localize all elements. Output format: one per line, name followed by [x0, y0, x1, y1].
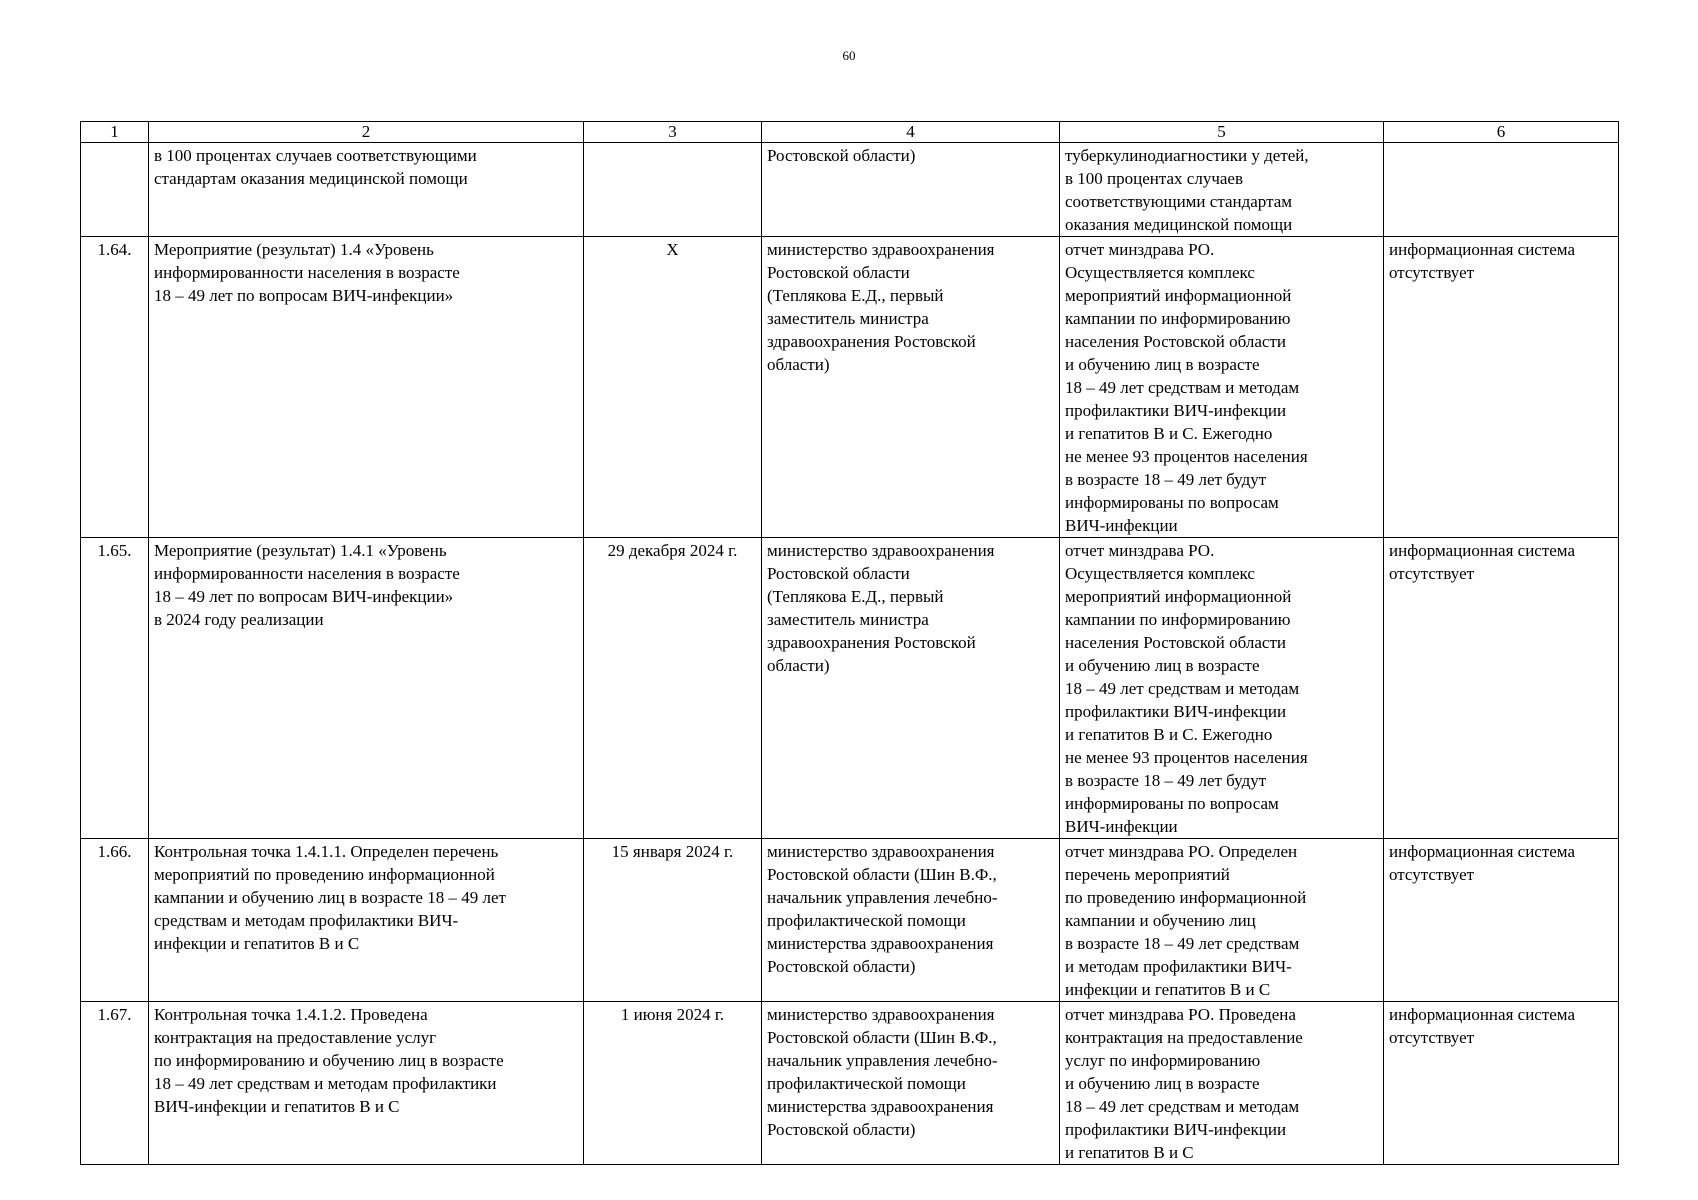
information-system: информационная система отсутствует	[1384, 1002, 1619, 1165]
deadline: 1 июня 2024 г.	[584, 1002, 762, 1165]
activity-name: в 100 процентах случаев соответствующими стандартам оказания медицинской помощи	[149, 143, 584, 237]
information-system: информационная система отсутствует	[1384, 237, 1619, 538]
header-cell-4: 4	[762, 122, 1060, 143]
row-number: 1.66.	[81, 839, 149, 1002]
responsible: министерство здравоохранения Ростовской области (Теплякова Е.Д., первый заместитель министра здравоохранения Ростовской области)	[762, 237, 1060, 538]
header-cell-3: 3	[584, 122, 762, 143]
result-description: отчет минздрава РО. Проведена контрактация на предоставление услуг по информированию и обучению лиц в возрасте 18 – 49 лет средствам и методам профилактики ВИЧ-инфекции и гепатитов В и С	[1060, 1002, 1384, 1165]
activity-name: Мероприятие (результат) 1.4.1 «Уровень информированности населения в возрасте 18 – 49 лет по вопросам ВИЧ-инфекции» в 2024 году реализации	[149, 538, 584, 839]
table-row	[81, 1002, 1619, 1165]
row-number: 1.64.	[81, 237, 149, 538]
deadline: 29 декабря 2024 г.	[584, 538, 762, 839]
activity-name: Контрольная точка 1.4.1.1. Определен перечень мероприятий по проведению информационной кампании и обучению лиц в возрасте 18 – 49 лет средствам и методам профилактики ВИЧ- инфекции и гепатитов В и С	[149, 839, 584, 1002]
page-number: 60	[842, 48, 856, 63]
result-description: отчет минздрава РО. Осуществляется комплекс мероприятий информационной кампании по информированию населения Ростовской области и обучению лиц в возрасте 18 – 49 лет средствам и методам профилактики ВИЧ-инфекции и гепатитов В и С. Ежегодно не менее 93 процентов населения в возрасте 18 – 49 лет будут информированы по вопросам ВИЧ-инфекции	[1060, 237, 1384, 538]
information-system: информационная система отсутствует	[1384, 538, 1619, 839]
activity-name: Контрольная точка 1.4.1.2. Проведена контрактация на предоставление услуг по информированию и обучению лиц в возрасте 18 – 49 лет средствам и методам профилактики ВИЧ-инфекции и гепатитов В и С	[149, 1002, 584, 1165]
header-cell-5: 5	[1060, 122, 1384, 143]
table-row	[81, 538, 1619, 839]
header-row	[81, 122, 1619, 143]
row-number: 1.65.	[81, 538, 149, 839]
activity-name: Мероприятие (результат) 1.4 «Уровень информированности населения в возрасте 18 – 49 лет по вопросам ВИЧ-инфекции»	[149, 237, 584, 538]
responsible: министерство здравоохранения Ростовской области (Шин В.Ф., начальник управления лечебно- профилактической помощи министерства здравоохранения Ростовской области)	[762, 839, 1060, 1002]
information-system: информационная система отсутствует	[1384, 839, 1619, 1002]
header-cell-1: 1	[81, 122, 149, 143]
header-cell-2: 2	[149, 122, 584, 143]
table-row	[81, 237, 1619, 538]
deadline: Х	[584, 237, 762, 538]
result-description: отчет минздрава РО. Осуществляется комплекс мероприятий информационной кампании по информированию населения Ростовской области и обучению лиц в возрасте 18 – 49 лет средствам и методам профилактики ВИЧ-инфекции и гепатитов В и С. Ежегодно не менее 93 процентов населения в возрасте 18 – 49 лет будут информированы по вопросам ВИЧ-инфекции	[1060, 538, 1384, 839]
header-cell-6: 6	[1384, 122, 1619, 143]
table-row	[81, 143, 1619, 237]
responsible: министерство здравоохранения Ростовской области (Шин В.Ф., начальник управления лечебно- профилактической помощи министерства здравоохранения Ростовской области)	[762, 1002, 1060, 1165]
responsible: Ростовской области)	[762, 143, 1060, 237]
row-number: 1.67.	[81, 1002, 149, 1165]
deadline	[584, 143, 762, 237]
information-system	[1384, 143, 1619, 237]
deadline: 15 января 2024 г.	[584, 839, 762, 1002]
plan-table	[80, 121, 1619, 1165]
result-description: отчет минздрава РО. Определен перечень мероприятий по проведению информационной кампании и обучению лиц в возрасте 18 – 49 лет средствам и методам профилактики ВИЧ- инфекции и гепатитов В и С	[1060, 839, 1384, 1002]
result-description: туберкулинодиагностики у детей, в 100 процентах случаев соответствующими стандартам оказания медицинской помощи	[1060, 143, 1384, 237]
row-number	[81, 143, 149, 237]
table-row	[81, 839, 1619, 1002]
responsible: министерство здравоохранения Ростовской области (Теплякова Е.Д., первый заместитель министра здравоохранения Ростовской области)	[762, 538, 1060, 839]
